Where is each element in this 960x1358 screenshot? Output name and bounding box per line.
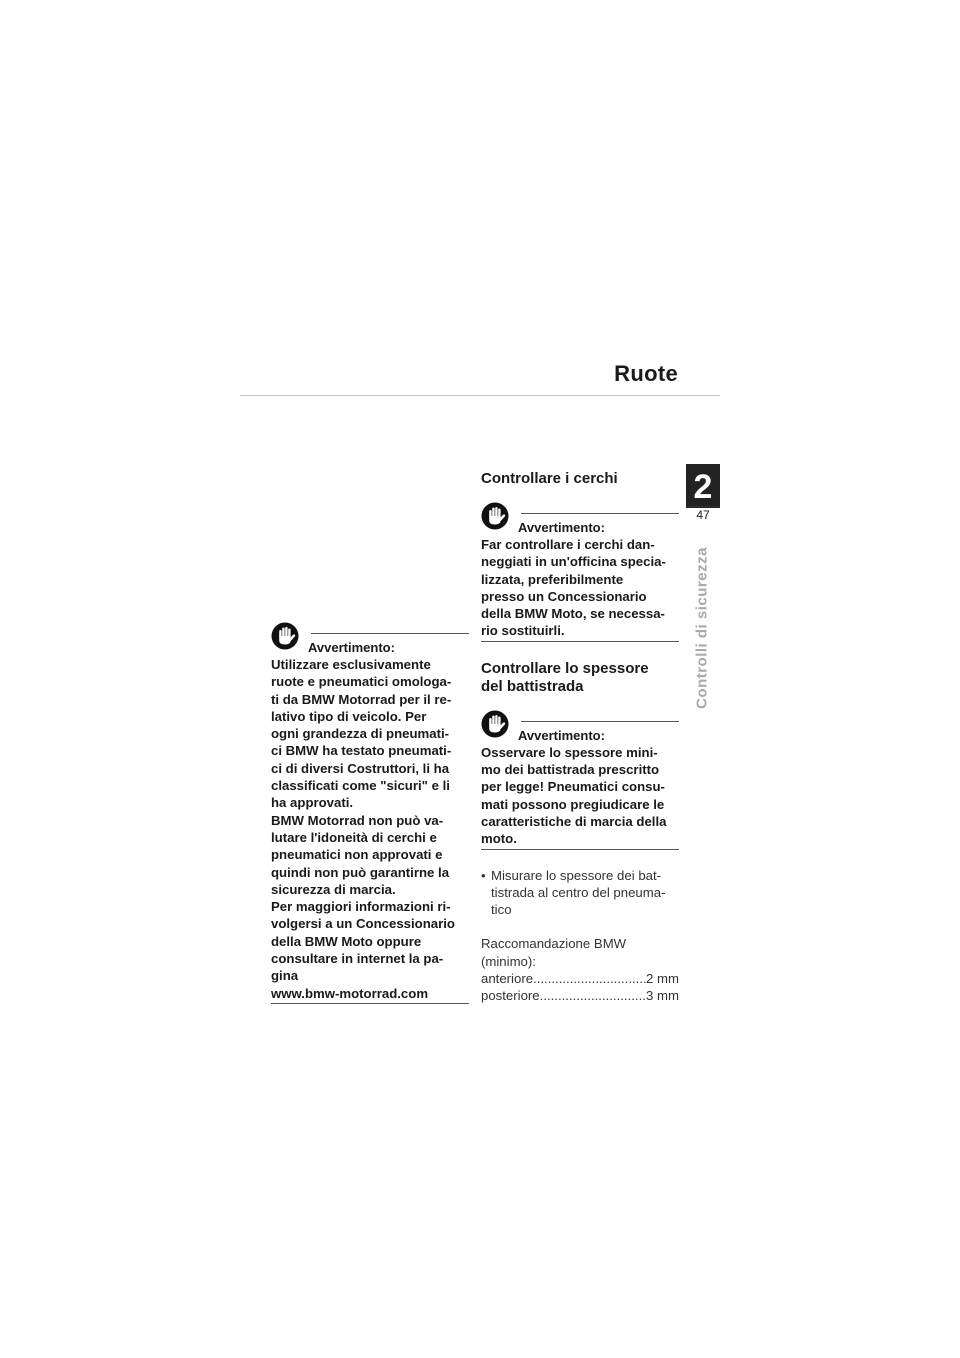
page-number: 47	[686, 506, 720, 522]
warning-line: lativo tipo di veicolo. Per	[271, 708, 427, 724]
warning-line: sicurezza di marcia.	[271, 881, 396, 897]
spec-row-rear	[481, 987, 679, 1004]
warning-line: consultare in internet la pa-	[271, 951, 444, 967]
spec-title-line: (minimo):	[481, 953, 536, 969]
warning-line: ci BMW ha testato pneumati-	[271, 743, 452, 759]
spec-value: 3 mm	[646, 988, 679, 1004]
warning-line: Per maggiori informazioni ri-	[271, 899, 451, 915]
warning-line: classificati come "sicuri" e li	[271, 778, 450, 794]
warning-line: presso un Concessionario	[481, 588, 647, 604]
bullet-line: tico	[491, 902, 512, 918]
warning-line: mo dei battistrada prescritto	[481, 762, 660, 778]
chapter-tab: 2	[686, 464, 720, 508]
warning-line: della BMW Moto, se necessa-	[481, 606, 665, 622]
warning-line: Utilizzare esclusivamente	[271, 657, 431, 672]
warning-line: lutare l'idoneità di cerchi e	[271, 829, 437, 845]
warning-line: ruote e pneumatici omologa-	[271, 674, 452, 690]
warning-label: Avvertimento:	[308, 640, 395, 655]
bullet-marker: •	[481, 867, 486, 883]
spec-row-front	[481, 970, 679, 987]
warning-line: BMW Motorrad non può va-	[271, 812, 444, 828]
warning-line: Osservare lo spessore mini-	[481, 744, 658, 760]
warning-line: lizzata, preferibilmente	[481, 571, 624, 587]
warning-line: Far controllare i cerchi dan-	[481, 537, 655, 552]
spec-block	[481, 935, 679, 1004]
left-column	[271, 622, 469, 1004]
warning-hand-icon	[481, 710, 509, 738]
bullet-line: tistrada al centro del pneuma-	[491, 884, 666, 900]
warning-rule	[521, 721, 679, 722]
warning-line: rio sostituirli.	[481, 623, 565, 639]
instruction-bullet	[481, 867, 679, 919]
spec-label: anteriore	[481, 971, 534, 987]
warning-text	[481, 744, 679, 850]
heading-line: Controllare lo spessore	[481, 659, 649, 677]
chapter-side-label: Controlli di sicurezza	[693, 547, 711, 709]
spec-value: 2 mm	[646, 971, 679, 987]
spec-title-line: Raccomandazione BMW	[481, 936, 627, 952]
warning-rule	[311, 633, 469, 634]
warning-block-rims	[481, 502, 679, 642]
warning-line: gina	[271, 968, 299, 984]
right-column	[481, 470, 679, 1005]
warning-hand-icon	[271, 622, 299, 650]
warning-header	[271, 622, 469, 656]
spec-label: posteriore	[481, 988, 540, 1004]
warning-line: ci di diversi Costruttori, li ha	[271, 760, 450, 776]
page-title: Ruote	[614, 361, 678, 386]
warning-block-wheels	[271, 622, 469, 1004]
warning-line: neggiati in un'officina specia-	[481, 554, 666, 570]
warning-line: mati possono pregiudicare le	[481, 796, 665, 812]
section-heading-tread	[481, 660, 679, 696]
dot-leader	[533, 970, 646, 987]
warning-line: della BMW Moto oppure	[271, 933, 422, 949]
warning-label: Avvertimento:	[518, 520, 605, 535]
warning-hand-icon	[481, 502, 509, 530]
warning-block-tread	[481, 710, 679, 850]
bullet-line: Misurare lo spessore dei bat-	[491, 867, 662, 883]
header-divider	[240, 395, 720, 396]
warning-line: ti da BMW Motorrad per il re-	[271, 691, 452, 707]
warning-header	[481, 710, 679, 744]
warning-label: Avvertimento:	[518, 727, 605, 743]
warning-line: pneumatici non approvati e	[271, 847, 443, 863]
warning-line: per legge! Pneumatici consu-	[481, 779, 665, 795]
warning-text	[481, 536, 679, 642]
warning-line: ha approvati.	[271, 795, 354, 811]
dot-leader	[540, 987, 646, 1004]
warning-text	[271, 656, 469, 1004]
warning-line: moto.	[481, 831, 517, 847]
warning-rule	[521, 513, 679, 514]
warning-line: ogni grandezza di pneumati-	[271, 726, 450, 742]
warning-line: caratteristiche di marcia della	[481, 813, 667, 829]
website-link[interactable]: www.bmw-motorrad.com	[271, 985, 429, 1001]
warning-header	[481, 502, 679, 536]
warning-line: quindi non può garantirne la	[271, 864, 450, 880]
warning-line: volgersi a un Concessionario	[271, 916, 455, 932]
heading-line: del battistrada	[481, 677, 584, 695]
section-heading-rims: Controllare i cerchi	[481, 470, 618, 487]
